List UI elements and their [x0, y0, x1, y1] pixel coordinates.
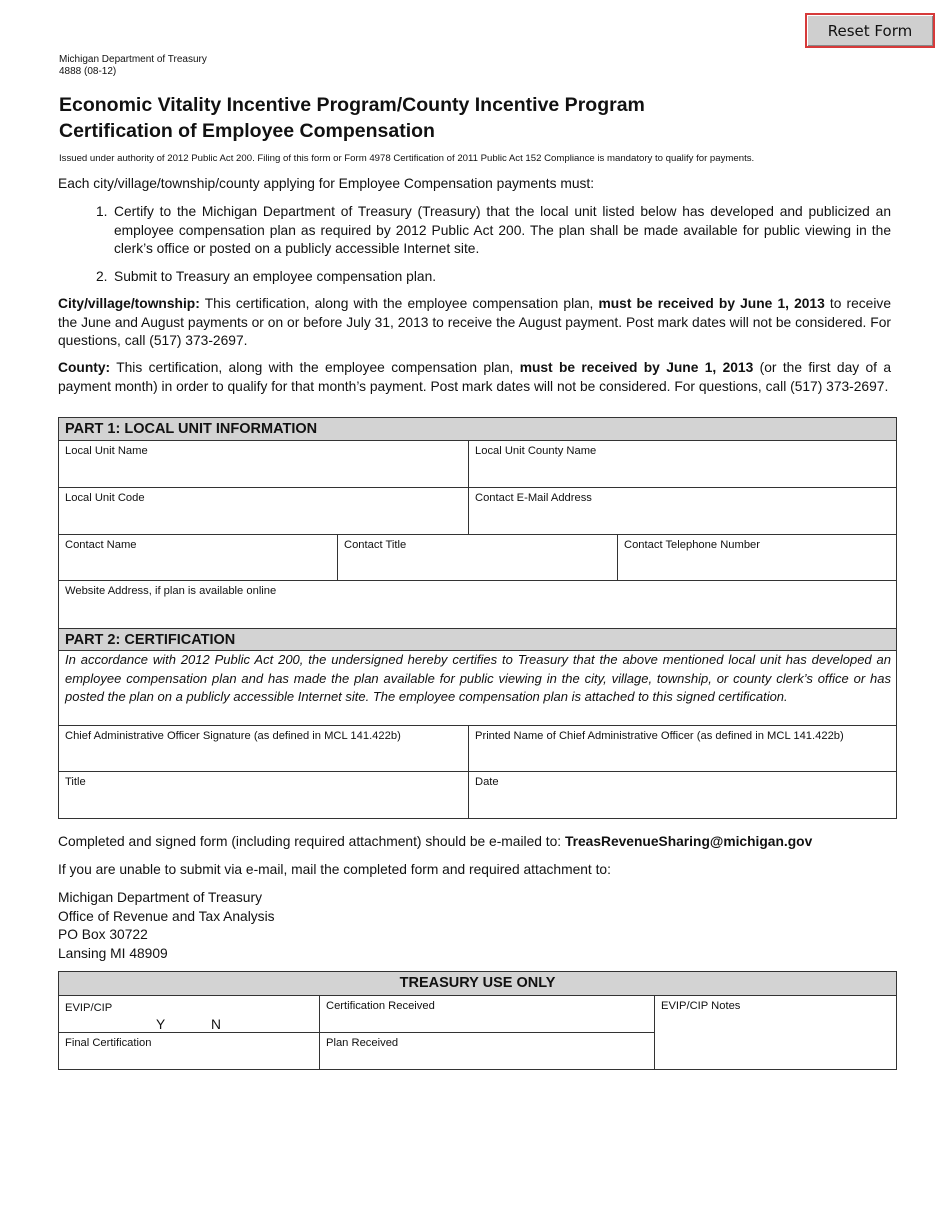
field-label: Chief Administrative Officer Signature (as defined in MCL 141.422b) [65, 730, 401, 742]
field-label: Date [475, 776, 499, 788]
city-text-2: to receive the June and August payments or on or before July 31, 2013 to receive the August payment. Post mark dates will not be considered. For questions, call (517) 373-2697. [58, 296, 891, 348]
divider [468, 726, 469, 819]
local-unit-name-field[interactable] [59, 441, 469, 488]
field-label: Contact E-Mail Address [475, 492, 592, 504]
part2-heading: PART 2: CERTIFICATION [59, 628, 896, 651]
divider [654, 996, 655, 1069]
local-unit-county-name-field[interactable] [469, 441, 897, 488]
website-field[interactable] [59, 581, 897, 628]
cao-signature-field[interactable] [59, 726, 469, 772]
contact-title-field[interactable] [338, 535, 618, 581]
agency-name: Michigan Department of Treasury [59, 54, 207, 65]
field-label: EVIP/CIP [65, 1002, 113, 1014]
county-paragraph [58, 359, 891, 396]
title-field[interactable] [59, 772, 469, 818]
no-option[interactable]: N [211, 1017, 221, 1032]
city-text-1: This certification, along with the employee compensation plan, [199, 296, 599, 311]
reset-form-button[interactable]: Reset Form [805, 13, 935, 48]
field-label: Plan Received [326, 1037, 399, 1049]
part1-heading: PART 1: LOCAL UNIT INFORMATION [59, 418, 896, 441]
field-label: Local Unit Code [65, 492, 145, 504]
county-text-1: This certification, along with the employee compensation plan, [110, 360, 520, 375]
contact-phone-field[interactable] [618, 535, 897, 581]
city-label: City/village/township: [58, 296, 200, 311]
county-label: County: [58, 360, 111, 375]
form-box [58, 417, 897, 819]
field-label: Contact Title [344, 539, 407, 551]
yes-option[interactable]: Y [156, 1017, 166, 1032]
treasury-heading: TREASURY USE ONLY [59, 972, 896, 996]
field-label: Local Unit County Name [475, 445, 597, 457]
title-line-2: Certification of Employee Compensation [59, 120, 435, 142]
form-number: 4888 (08-12) [59, 66, 117, 77]
field-label: Contact Name [65, 539, 137, 551]
contact-name-field[interactable] [59, 535, 338, 581]
cao-printed-name-field[interactable] [469, 726, 897, 772]
field-label: Website Address, if plan is available online [65, 585, 277, 597]
divider [617, 535, 618, 581]
mailing-address [58, 889, 891, 963]
address-line: Michigan Department of Treasury [58, 890, 262, 905]
address-line: PO Box 30722 [58, 927, 148, 942]
list-item [96, 203, 891, 259]
evip-cip-field[interactable] [59, 996, 320, 1033]
list-number: 1. [96, 204, 108, 219]
field-label: Certification Received [326, 1000, 435, 1012]
email-instruction [58, 833, 891, 852]
field-label: Final Certification [65, 1037, 152, 1049]
certification-received-field[interactable] [320, 996, 655, 1033]
field-label: Printed Name of Chief Administrative Officer (as defined in MCL 141.422b) [475, 730, 844, 742]
certification-statement: In accordance with 2012 Public Act 200, the undersigned hereby certifies to Treasury that the above mentioned local unit has developed an employee compensation plan and has made the plan available for public viewing in the city, village, township, or county clerk’s office or has posted the plan on a publicly accessible Internet site. The employee compensation plan is attached to this signed certification. [65, 652, 891, 704]
county-deadline: must be received by June 1, 2013 [519, 360, 754, 375]
email-text: Completed and signed form (including required attachment) should be e-mailed to: [58, 834, 565, 849]
field-label: Title [65, 776, 86, 788]
field-label: EVIP/CIP Notes [661, 1000, 741, 1012]
plan-received-field[interactable] [320, 1033, 655, 1069]
list-text: Certify to the Michigan Department of Treasury (Treasury) that the local unit listed below has developed and publicized an employee compensation plan as required by 2012 Public Act 200. The plan shall be made available for public viewing in the clerk’s office or posted on a publicly accessible Internet site. [114, 204, 891, 256]
final-certification-field[interactable] [59, 1033, 320, 1069]
divider [319, 996, 320, 1069]
local-unit-code-field[interactable] [59, 488, 469, 534]
field-label: Contact Telephone Number [624, 539, 760, 551]
address-line: Office of Revenue and Tax Analysis [58, 908, 275, 924]
intro-text: Each city/village/township/county applying for Employee Compensation payments must: [58, 176, 595, 191]
contact-email-field[interactable] [469, 488, 897, 534]
title-line-1: Economic Vitality Incentive Program/County Incentive Program [59, 94, 645, 116]
field-label: Local Unit Name [65, 445, 148, 457]
list-text: Submit to Treasury an employee compensation plan. [114, 269, 437, 284]
email-address-link[interactable]: TreasRevenueSharing@michigan.gov [564, 834, 813, 849]
divider [337, 535, 338, 581]
county-text-2: (or the first day of a payment month) in order to qualify for that month’s payment. Post mark dates will not be considered. For questions, call (517) 373-2697. [58, 360, 891, 394]
city-paragraph [58, 295, 891, 351]
issued-authority: Issued under authority of 2012 Public Act 200. Filing of this form or Form 4978 Certification of 2011 Public Act 152 Compliance is mandatory to qualify for payments. [59, 153, 755, 164]
mail-instruction: If you are unable to submit via e-mail, mail the completed form and required attachment to: [58, 862, 611, 877]
evip-cip-notes-field[interactable] [655, 996, 897, 1069]
address-line: Lansing MI 48909 [58, 945, 168, 961]
list-number: 2. [96, 269, 108, 284]
divider [468, 441, 469, 534]
city-deadline: must be received by June 1, 2013 [598, 296, 825, 311]
list-item [96, 268, 891, 287]
page-title [59, 92, 645, 144]
treasury-use-box [58, 971, 897, 1070]
date-field[interactable] [469, 772, 897, 818]
